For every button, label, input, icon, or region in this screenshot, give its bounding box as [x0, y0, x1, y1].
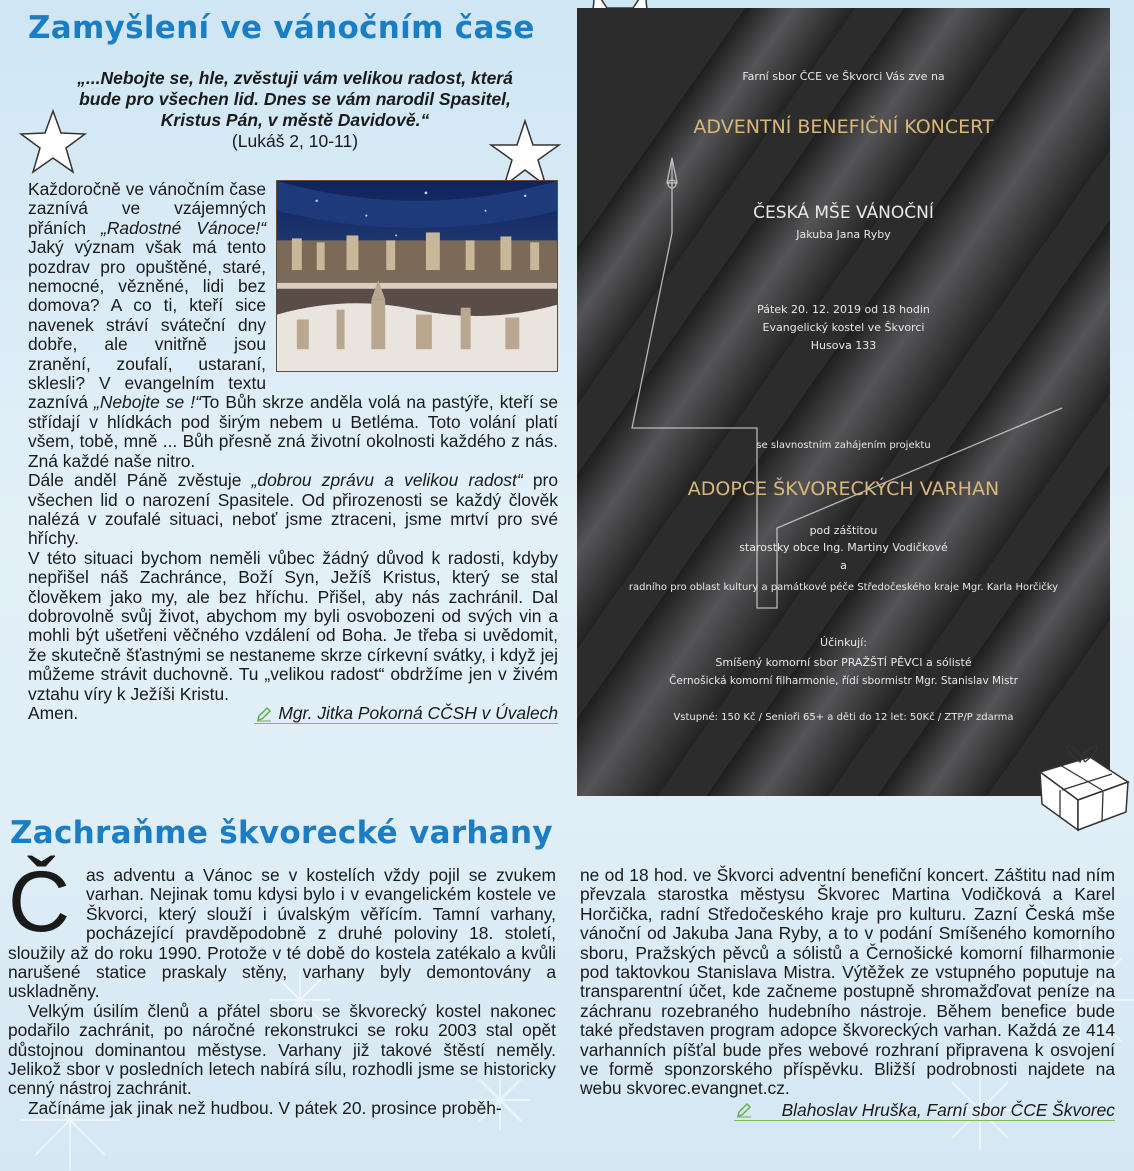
poster-project-intro: se slavnostním zahájením projektu: [756, 440, 931, 451]
poster-performers: Smíšený komorní sbor PRAŽŠTÍ PĚVCI a sólisté: [715, 656, 972, 669]
quote-reference: (Lukáš 2, 10-11): [231, 131, 359, 151]
pencil-icon: [736, 1102, 752, 1118]
amen-text: Amen.: [28, 702, 79, 723]
nativity-scene-image: [276, 180, 558, 372]
paragraph-text: as adventu a Vánoc se v kostelích vždy pojil se zvukem varhan. Nejinak tomu kdysi bylo i v evangelickém kostele ve Škvorci, který slouží i úvalským věřícím. Tamní varhany, pocházející pravděpodobně z druhé poloviny 18. století, sloužily až do roku 1990. Protože v té době do kostela zatékalo a kvůli narušené statice praskaly stěny, varhany byly demontovány a uskladněny.: [8, 865, 556, 1002]
paragraph-text: V této situaci bychom neměli vůbec žádný důvod k radosti, kdyby nepřišel náš Zachránce, Boží Syn, Ježíš Kristus, který se stal člověkem jako my, ale bez hříchu. Přišel, aby nás zachránil. Dal dobrovolně svůj život, abychom my byli osvobozeni od svých vin a mohli být ušetřeni věčného vzdálení od Boha. Je třeba si uvědomit, že skutečně šťastnými se nestaneme skrze církevní svátky, i když jej můžeme strávit duchovně. Tu „velikou radost“ obdržíme jen v živém vztahu víry k Ježíši Kristu.: [28, 547, 558, 704]
article2-signature: [580, 1101, 1115, 1120]
poster-invite: Farní sbor ČCE ve Škvorci Vás zve na: [742, 70, 945, 83]
paragraph-text: ne od 18 hod. ve Škvorci adventní benefiční koncert. Záštitu nad ním převzala starostka městysu Škvorec Martina Vodičková a Karel Horčička, radní Středočeského kraje pro kulturu. Zazní Česká mše vánoční od Jakuba Jana Ryby, a to v podání Smíšeného komorního sboru, Pražských pěvců a sólistů a Černošické komorní filharmonie pod taktovkou Stanislava Mistra. Výtěžek ze vstupného poputuje na transparentní účet, kde začneme postupně shromažďovat peníze na záchranu rozebraného hudebního nástroje. Během benefice bude také představen program adopce škvoreckých varhan. Každá ze 414 varhanních píšťal bude přes webové rozhraní připravena k osvojení ve formě sponzorského příspěvku. Bližší podrobnosti najdete na webu skvorec.evangnet.cz.: [580, 865, 1115, 1099]
poster-date: Pátek 20. 12. 2019 od 18 hodin: [757, 303, 930, 316]
emphasis-text: „Nebojte se !“: [94, 392, 201, 413]
pencil-icon: [256, 706, 272, 722]
author-line: [254, 704, 558, 724]
poster-admission: Vstupné: 150 Kč / Senioři 65+ a děti do 12 let: 50Kč / ZTP/P zdarma: [673, 712, 1014, 723]
poster-patron: a: [840, 559, 847, 572]
quote-line: Kristus Pán, v městě Davidově.“: [160, 110, 430, 130]
quote-line: „...Nebojte se, hle, zvěstuji vám velikou radost, která: [77, 68, 513, 88]
paragraph-text: Dále anděl Páně zvěstuje: [28, 470, 252, 491]
concert-poster: [577, 8, 1110, 796]
poster-composer: Jakuba Jana Ryby: [796, 228, 891, 241]
paragraph-text: To Bůh skrze anděla volá na pastýře, kteří se střídají v hlídkách pod širým nebem u Betléma. Toto volání platí všem, tobě, mně ... Bůh přesně zná životní okolnosti každého z nás. Zná každé naše nitro.: [28, 392, 559, 471]
gift-box-icon: [1030, 732, 1134, 832]
poster-address: Husova 133: [810, 339, 877, 352]
author-line: [734, 1100, 1115, 1121]
article1-title: Zamyšlení ve vánočním čase: [28, 10, 535, 46]
article1-signature: [28, 704, 558, 724]
poster-patron: pod záštitou: [809, 524, 878, 537]
article1-body: [28, 180, 558, 724]
paragraph-text: Jaký význam však má tento pozdrav pro opuštěné, staré, nemocné, vězněné, lidi bez domova? A co ti, kteří sice navenek stráví sváteční dny dobře, ale vnitřně jsou zranění, zoufalí, ustaraní, sklesli? V evangelním textu zaznívá: [28, 237, 266, 413]
poster-concert-title: ADVENTNÍ BENEFIČNÍ KONCERT: [693, 116, 994, 138]
quote-line: bude pro všechen lid. Dnes se vám narodil Spasitel,: [79, 89, 511, 109]
poster-performers-label: Účinkují:: [820, 636, 867, 649]
paragraph-text: Každoročně ve vánočním čase zaznívá ve vzájemných přáních: [28, 179, 266, 238]
poster-project-title: ADOPCE ŠKVORECKÝCH VARHAN: [687, 478, 1000, 500]
poster-patron: starostky obce Ing. Martiny Vodičkové: [739, 541, 948, 554]
poster-performers: Černošická komorní filharmonie, řídí sbormistr Mgr. Stanislav Mistr: [669, 675, 1018, 687]
poster-venue: Evangelický kostel ve Škvorci: [762, 321, 925, 334]
emphasis-text: „Radostné Vánoce!“: [101, 217, 266, 238]
emphasis-text: „dobrou zprávu a velikou radost“: [251, 470, 523, 491]
author-name: Mgr. Jitka Pokorná CČSH v Úvalech: [278, 702, 558, 723]
article2-column-1: [8, 854, 556, 1118]
bible-quote: [30, 68, 560, 152]
paragraph-text: Začínáme jak jinak než hudbou. V pátek 20. prosince proběh-: [28, 1097, 502, 1118]
author-name: Blahoslav Hruška, Farní sbor ČCE Škvorec: [758, 1100, 1115, 1121]
drop-cap: Č: [8, 854, 71, 950]
poster-patron: radního pro oblast kultury a památkové péče Středočeského kraje Mgr. Karla Horčičky: [628, 582, 1059, 593]
article2-title: Zachraňme škvorecké varhany: [10, 815, 553, 851]
paragraph-text: Velkým úsilím členů a přátel sboru se škvorecký kostel nakonec podařilo zachránit, po náročné rekonstrukci se roku 2003 stal opět důstojnou dominantou městyse. Varhany již takové štěstí neměly. Jelikož sbor v posledních letech nabírá sílu, rozhodli jsme se historicky cenný nástroj zachránit.: [8, 1000, 556, 1099]
paragraph-text: pro všechen lid o narození Spasitele. Od přirozenosti se každý člověk nalézá v zoufalé situaci, neboť jsme ztraceni, jsme mrtví pro své hříchy.: [28, 470, 558, 549]
article2-column-2: [580, 866, 1115, 1120]
poster-mass-title: ČESKÁ MŠE VÁNOČNÍ: [753, 203, 934, 223]
